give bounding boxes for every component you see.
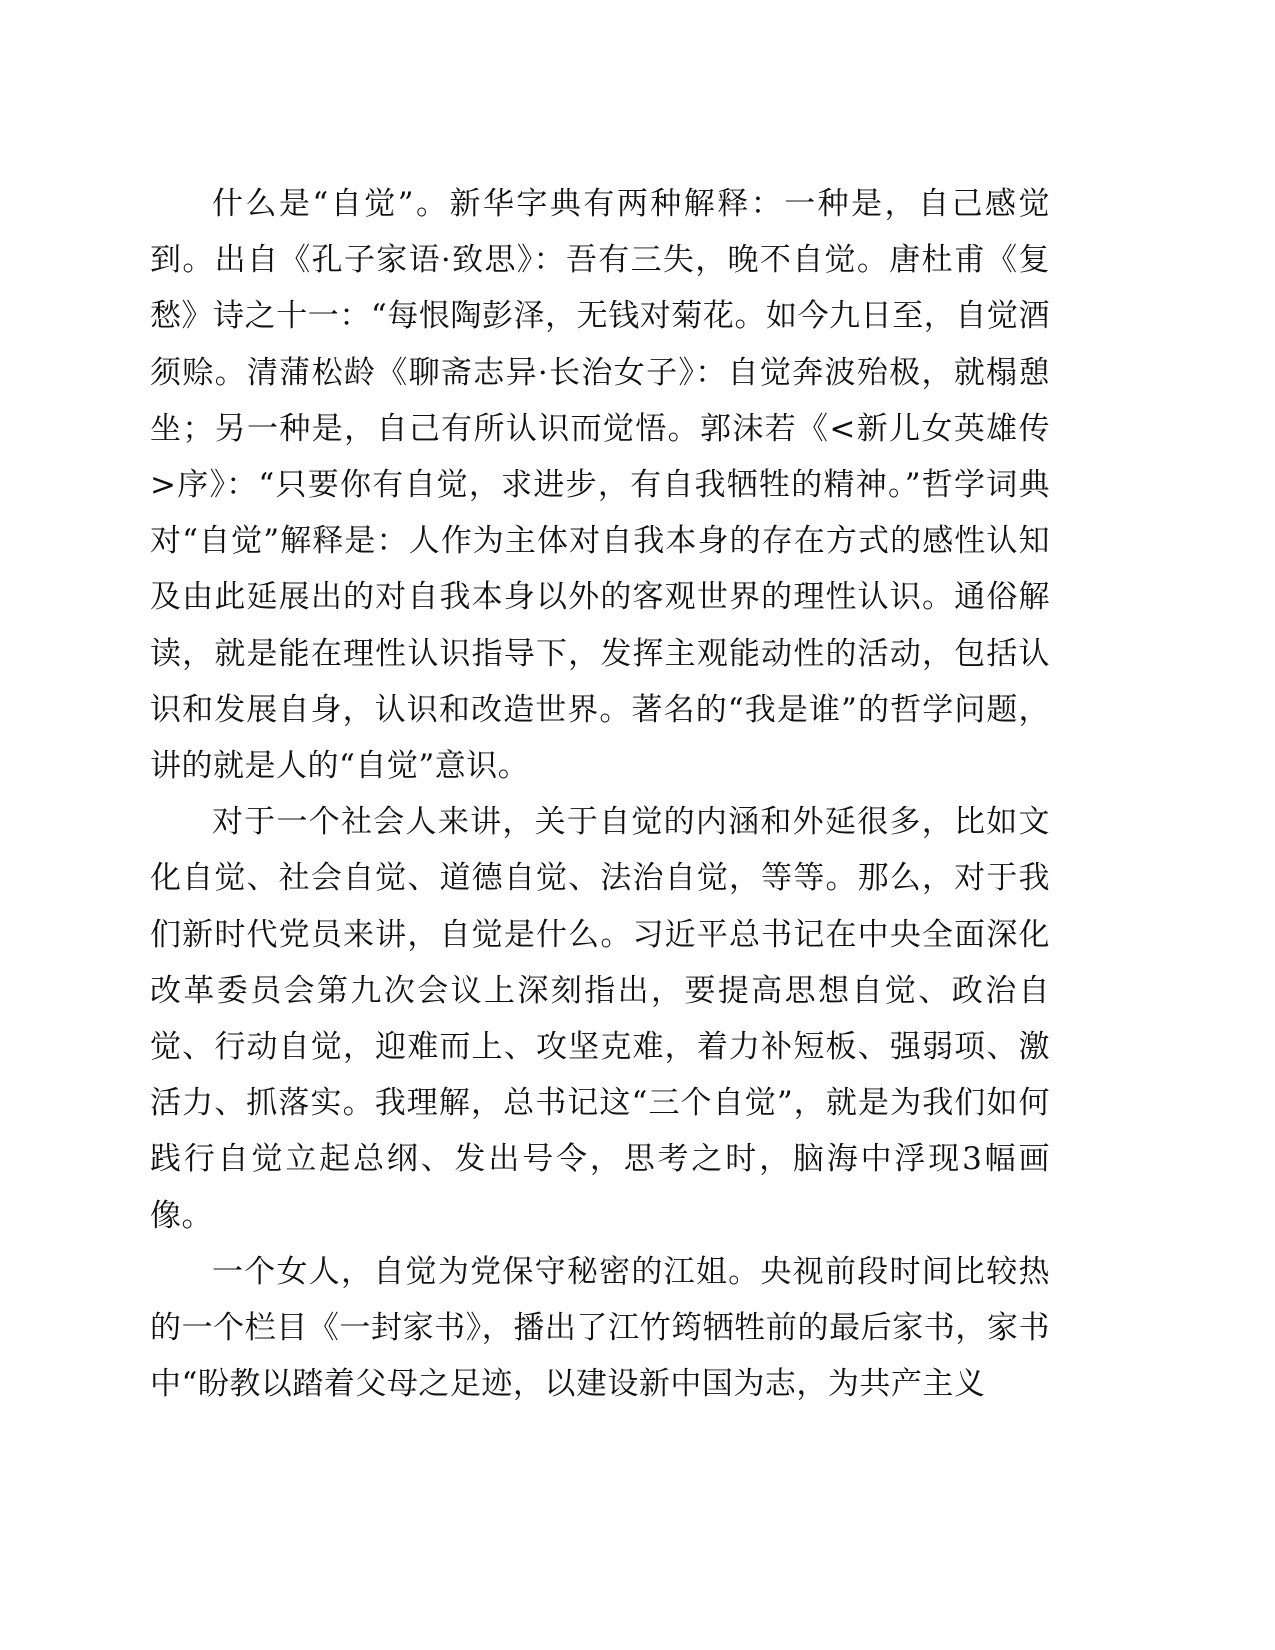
paragraph-jiang-jie: 一个女人，自觉为党保守秘密的江姐。央视前段时间比较热的一个栏目《一封家书》，播出了江竹筠牺牲前的最后家书，家书中“盼教以踏着父母之足迹，以建设新中国为志，为共产主义 [150, 1253, 1050, 1403]
paragraph-definition-of-zijue: 什么是“自觉”。新华字典有两种解释：一种是，自己感觉到。出自《孔子家语·致思》：吾有三失，晚不自觉。唐杜甫《复愁》诗之十一：“每恨陶彭泽，无钱对菊花。如今九日至，自觉酒须赊。清蒲松龄《聊斋志异·长治女子》：自觉奔波殆极，就榻憩坐；另一种是，自己有所认识而觉悟。郭沫若《<新儿女英雄传>序》：“只要你有自觉，求进步，有自我牺牲的精神。”哲学词典对“自觉”解释是：人作为主体对自我本身的存在方式的感性认知及由此延展出的对自我本身以外的客观世界的理性认识。通俗解读，就是能在理性认识指导下，发挥主观能动性的活动，包括认识和发展自身，认识和改造世界。著名的“我是谁”的哲学问题，讲的就是人的“自觉”意识。 [150, 186, 1050, 785]
document-body [150, 176, 1050, 1412]
paragraph-party-member-consciousness: 对于一个社会人来讲，关于自觉的内涵和外延很多，比如文化自觉、社会自觉、道德自觉、法治自觉，等等。那么，对于我们新时代党员来讲，自觉是什么。习近平总书记在中央全面深化改革委员会第九次会议上深刻指出，要提高思想自觉、政治自觉、行动自觉，迎难而上、攻坚克难，着力补短板、强弱项、激活力、抓落实。我理解，总书记这“三个自觉”，就是为我们如何践行自觉立起总纲、发出号令，思考之时，脑海中浮现3幅画像。 [150, 804, 1050, 1234]
